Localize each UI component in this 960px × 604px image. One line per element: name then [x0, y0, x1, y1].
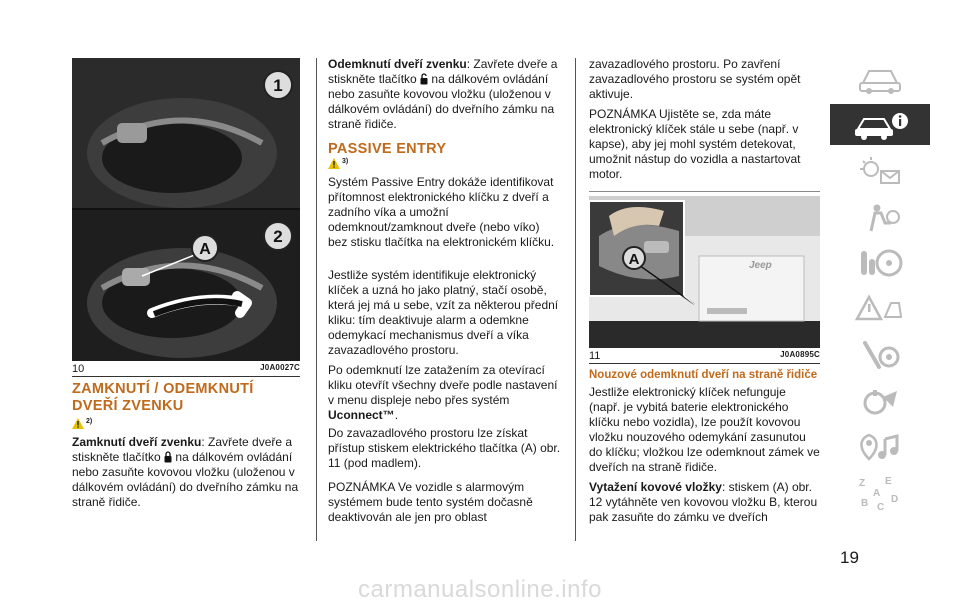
paragraph-trunk-closed: zavazadlového prostoru. Po zavření zavazadlového prostoru se systém opět aktivuje.	[589, 57, 801, 101]
callout-1: 1	[273, 76, 283, 95]
warning-triangle-icon	[328, 158, 340, 169]
tab-specifications[interactable]	[830, 380, 930, 421]
tab-safety[interactable]	[830, 196, 930, 237]
column-divider-2	[575, 58, 576, 541]
warning-ref: 3)	[328, 158, 348, 174]
car-dashboard-icon	[855, 63, 905, 95]
paragraph-trunk: Do zavazadlového prostoru lze získat přístup stiskem elektrického tlačítka (A) obr. 11 (pod madlem).	[328, 426, 561, 470]
paragraph-unlock: Odemknutí dveří zvenku: Zavřete dveře a stiskněte tlačítko na dálkovém ovládání nebo zasuňte kovovou vložku (uloženou v dálkovém ovládání) do dveřního zámku na straně řidiče.	[328, 57, 558, 131]
paragraph-lock-bold: Zamknutí dveří zvenku	[72, 435, 202, 449]
tab-multimedia[interactable]	[830, 426, 930, 467]
passive-entry-heading: PASSIVE ENTRY	[328, 141, 447, 157]
safety-icon	[855, 201, 905, 233]
figure-11-caption: 11 J0A0895C	[589, 350, 820, 362]
tab-maintenance[interactable]	[830, 334, 930, 375]
figure-10-caption	[72, 363, 300, 375]
figure-top-rule	[589, 191, 820, 192]
car-info-icon	[850, 109, 910, 141]
figure-10-door-handle	[72, 58, 300, 361]
paragraph-emergency: Jestliže elektronický klíček nefunguje (např. je vybitá baterie elektronického klíčku nebo vozidla), lze použít kovovou vložku nouzového odemykání zasunutou do klíčku; vložkou lze odemknout zámek ve dveřích na straně řidiče.	[589, 385, 820, 474]
paragraph-passive-entry: Systém Passive Entry dokáže identifikovat přítomnost elektronického klíčku z dveří a zadního víka a umožní odemknout/zamknout dveře (nebo víko) bez stisku tlačítka na elektronickém klíčku.	[328, 175, 555, 249]
figure-11-tailgate	[589, 196, 820, 348]
figure-number: 10	[72, 363, 85, 375]
svg-text:A: A	[873, 487, 881, 499]
emergency-icon	[855, 293, 905, 325]
tab-dashboard[interactable]	[830, 58, 930, 99]
tab-starting-driving[interactable]	[830, 242, 930, 283]
caption-rule	[72, 376, 300, 377]
maintenance-icon	[855, 339, 905, 371]
callout-a: A	[199, 241, 211, 258]
section-heading: ZAMKNUTÍ / ODEMKNUTÍ DVEŘÍ ZVENKU	[72, 381, 254, 414]
svg-text:E: E	[885, 475, 892, 487]
caption-rule	[589, 363, 820, 364]
tab-car-info[interactable]	[830, 104, 930, 145]
steering-wheel-icon	[855, 247, 905, 279]
svg-text:C: C	[877, 501, 885, 512]
tailgate-photo	[589, 196, 820, 348]
warning-ref-number: 2)	[86, 418, 93, 425]
paragraph-metal-insert: Vytažení kovové vložky: stiskem (A) obr. 12 vytáhněte ven kovovou vložku B, kterou pak zasuňte do zámku ve dveřích	[589, 480, 818, 524]
paragraph-lock: Zamknutí dveří zvenku: Zavřete dveře a stiskněte tlačítko na dálkovém ovládání nebo zasuňte kovovou vložku (uloženou v dálkovém ovládání) do dveřního zámku na straně řidiče.	[72, 435, 299, 509]
door-handle-photo	[72, 58, 300, 361]
multimedia-icon	[855, 431, 905, 463]
page-number: 19	[840, 548, 859, 567]
emergency-unlock-heading: Nouzové odemknutí dveří na straně řidiče	[589, 369, 818, 381]
warning-lights-icon	[855, 155, 905, 187]
figure-code: J0A0027C	[260, 363, 300, 372]
unlock-icon	[420, 73, 428, 85]
paragraph-note: POZNÁMKA Ve vozidle s alarmovým systémem bude tento systém dočasně deaktivován ale jen pro oblast	[328, 480, 533, 524]
svg-text:Z: Z	[859, 477, 866, 489]
paragraph-note-2: POZNÁMKA Ujistěte se, zda máte elektronický klíček stále u sebe (např. v kapse), aby jej mohl systém detekovat, umožnit nástup do vozidla a nastartovat motor.	[589, 107, 801, 181]
svg-text:Jeep: Jeep	[749, 260, 772, 271]
paragraph-identify: Jestliže systém identifikuje elektronický klíček a uzná ho jako platný, stačí osobě, která jej má u sebe, vzít za některou přední kliku: tím deaktivuje alarm a odemkne odemykací mechanismus dveří a víka zavazadlového prostoru.	[328, 268, 559, 357]
column-divider-1	[316, 58, 317, 541]
warning-ref	[72, 418, 92, 434]
callout-a: A	[628, 251, 640, 268]
tab-emergency[interactable]	[830, 288, 930, 329]
svg-text:B: B	[861, 497, 869, 509]
tab-index[interactable]	[830, 472, 930, 513]
watermark: carmanualsonline.info	[358, 576, 602, 603]
tab-warning-lights[interactable]	[830, 150, 930, 191]
warning-triangle-icon	[72, 418, 84, 429]
chapter-sidebar	[830, 58, 930, 518]
index-icon	[855, 474, 905, 512]
specifications-icon	[855, 385, 905, 417]
lock-icon	[164, 451, 172, 463]
callout-2: 2	[273, 227, 283, 246]
paragraph-after-unlock: Po odemknutí lze zatažením za otevírací kliku otevřít všechny dveře podle nastavení v menu displeje nebo přes systém Uconnect™.	[328, 363, 558, 422]
svg-text:D: D	[891, 493, 899, 505]
